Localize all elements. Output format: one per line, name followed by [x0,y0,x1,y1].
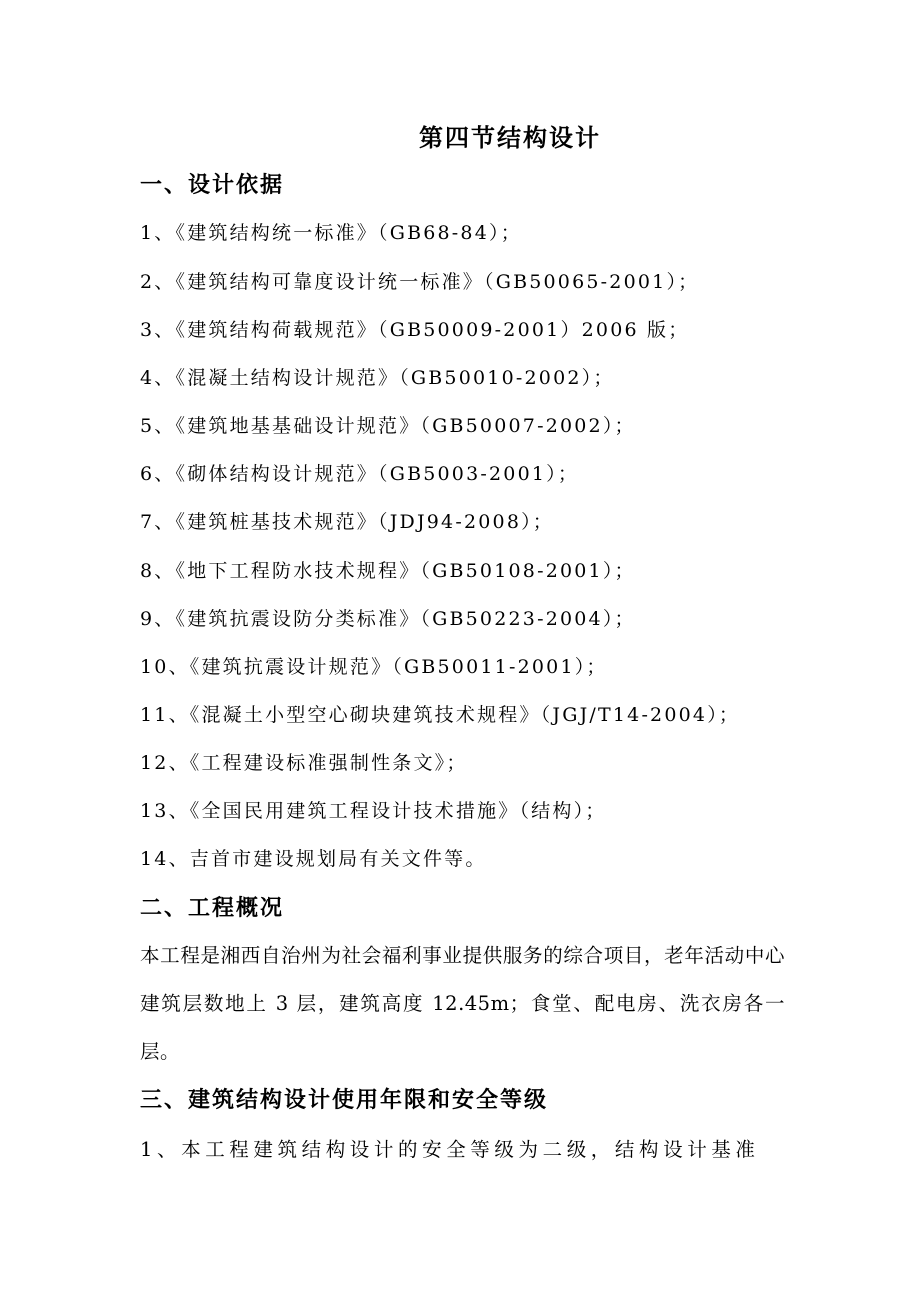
section-heading-service-life-safety: 三、建筑结构设计使用年限和安全等级 [140,1087,549,1113]
reference-item: 4、《混凝土结构设计规范》（GB50010-2002）； [140,367,615,389]
reference-item: 14、吉首市建设规划局有关文件等。 [140,848,487,870]
reference-item: 2、《建筑结构可靠度设计统一标准》（GB50065-2001）； [140,271,700,293]
reference-item: 5、《建筑地基基础设计规范》（GB50007-2002）； [140,415,636,437]
reference-item: 9、《建筑抗震设防分类标准》（GB50223-2004）； [140,608,636,630]
reference-item: 10、《建筑抗震设计规范》（GB50011-2001）； [140,656,608,678]
reference-item: 3、《建筑结构荷载规范》（GB50009-2001）2006 版； [140,319,690,341]
reference-item: 8、《地下工程防水技术规程》（GB50108-2001）； [140,560,636,582]
section-heading-project-overview: 二、工程概况 [140,895,285,921]
section-heading-design-basis: 一、设计依据 [140,172,285,198]
reference-item: 13、《全国民用建筑工程设计技术措施》（结构）； [140,800,607,822]
safety-level-paragraph: 1、本工程建筑结构设计的安全等级为二级，结构设计基准 [140,1138,760,1161]
reference-item: 12、《工程建设标准强制性条文》； [140,752,468,774]
reference-item: 6、《砌体结构设计规范》（GB5003-2001）； [140,463,580,485]
page-title: 第四节结构设计 [419,123,601,152]
reference-item: 7、《建筑桩基技术规范》（JDJ94-2008）； [140,511,555,533]
reference-item: 1、《建筑结构统一标准》（GB68-84）； [140,222,522,244]
project-overview-paragraph: 本工程是湘西自治州为社会福利事业提供服务的综合项目，老年活动中心建筑层数地上 3 层，建筑高度 12.45m；食堂、配电房、洗衣房各一层。 [140,944,785,1063]
reference-item: 11、《混凝土小型空心砌块建筑技术规程》（JGJ/T14-2004）； [140,704,741,726]
